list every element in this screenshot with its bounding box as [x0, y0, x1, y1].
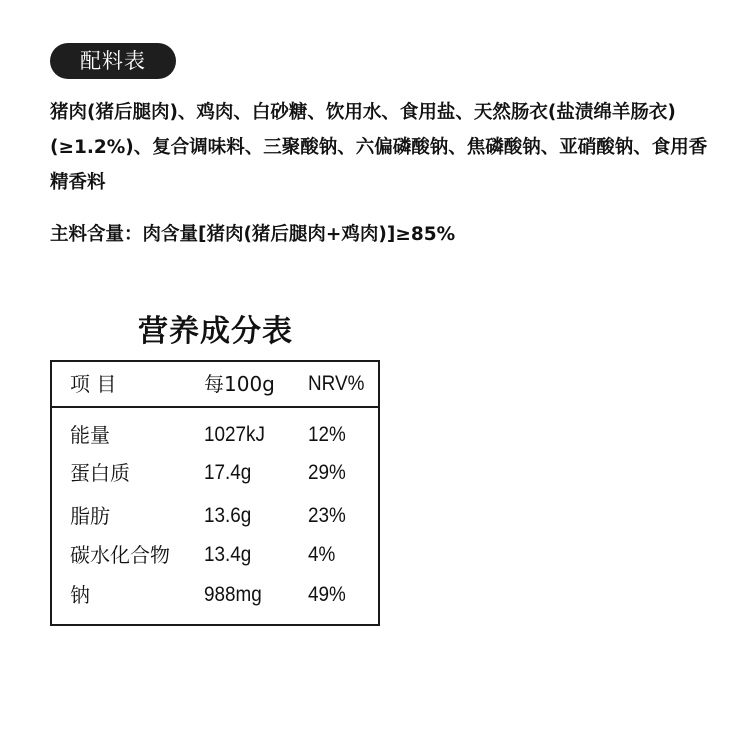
nutrient-nrv: 23% — [308, 504, 346, 527]
main-ingredient-content: 主料含量：肉含量[猪肉(猪后腿肉+鸡肉)]≥85% — [50, 224, 456, 245]
nutrient-name: 碳水化合物 — [70, 543, 170, 567]
table-row — [52, 501, 378, 531]
ingredients-text: 猪肉(猪后腿肉)、鸡肉、白砂糖、饮用水、食用盐、天然肠衣(盐渍绵羊肠衣)(≥1.2%)、复合调味料、三聚酸钠、六偏磷酸钠、焦磷酸钠、亚硝酸钠、食用香精香料 — [50, 102, 708, 193]
nutrition-table-title: 营养成分表 — [138, 314, 293, 349]
nutrient-amount: 17.4g — [204, 461, 252, 484]
nutrient-amount: 13.4g — [204, 543, 252, 566]
nutrient-name: 脂肪 — [70, 504, 110, 528]
nutrient-name: 能量 — [70, 423, 110, 447]
nutrient-nrv: 4% — [308, 543, 336, 566]
ingredients-label-badge: 配料表 — [50, 43, 176, 79]
header-item: 项 目 — [70, 372, 117, 396]
header-per-100g: 每100g — [204, 372, 275, 396]
nutrient-nrv: 29% — [308, 461, 346, 484]
nutrient-amount: 1027kJ — [204, 423, 265, 446]
header-nrv: NRV% — [308, 372, 365, 395]
nutrient-nrv: 12% — [308, 423, 346, 446]
nutrient-name: 钠 — [70, 583, 90, 607]
table-row — [52, 458, 378, 488]
nutrient-amount: 13.6g — [204, 504, 252, 527]
table-row — [52, 420, 378, 450]
nutrient-nrv: 49% — [308, 583, 346, 606]
nutrient-name: 蛋白质 — [70, 461, 130, 485]
table-row — [52, 540, 378, 570]
nutrition-facts-table — [50, 360, 380, 626]
table-row — [52, 580, 378, 610]
nutrient-amount: 988mg — [204, 583, 262, 606]
nutrition-table-header — [52, 362, 378, 408]
